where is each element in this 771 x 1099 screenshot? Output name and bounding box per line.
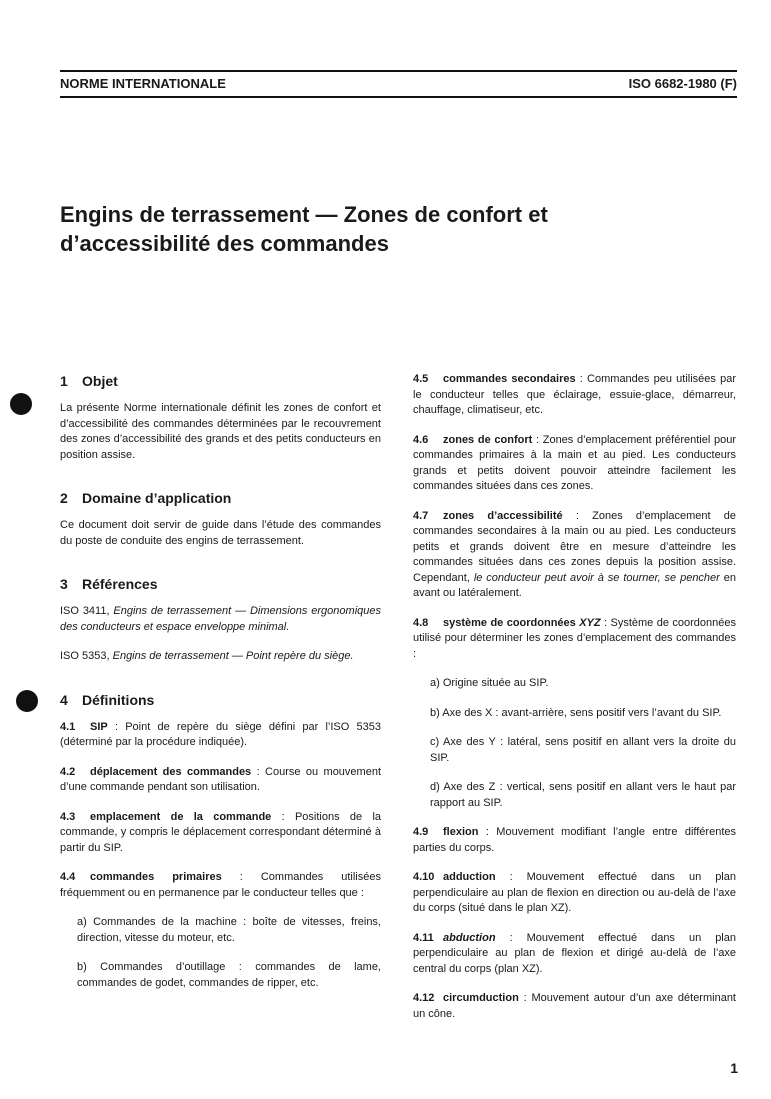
definition-4-8-item-c: c) Axe des Y : latéral, sens positif en allant vers la droite du SIP. [430, 736, 736, 764]
running-header [60, 70, 737, 98]
reference-iso-5353: ISO 5353, Engins de terrassement — Point repère du siège. [60, 650, 354, 662]
section-1-heading: 1 Objet [60, 373, 118, 389]
title-line-2: d’accessibilité des commandes [60, 231, 389, 256]
definition-4-4: 4.4 commandes primaires : Commandes utilisées fréquemment ou en permanence par le conducteur telles que : [60, 871, 381, 899]
page-number: 1 [730, 1060, 738, 1076]
definition-4-4-item-a: a) Commandes de la machine : boîte de vitesses, freins, direction, vitesse du moteur, etc. [77, 916, 381, 944]
reference-iso-3411: ISO 3411, Engins de terrassement — Dimensions ergonomiques des conducteurs et espace enveloppe minimal. [60, 605, 381, 633]
definition-4-8-item-b: b) Axe des X : avant-arrière, sens positif vers l’avant du SIP. [430, 706, 722, 719]
definition-4-8-item-a: a) Origine située au SIP. [430, 677, 549, 689]
section-2-heading: 2 Domaine d’application [60, 490, 232, 506]
section-4-heading: 4 Définitions [60, 691, 155, 708]
definition-4-9: 4.9 flexion : Mouvement modifiant l’angle entre différentes parties du corps. [413, 826, 736, 854]
header-standard-number: ISO 6682-1980 (F) [628, 76, 737, 91]
margin-bullet-mark [10, 393, 32, 415]
title-line-1: Engins de terrassement — Zones de confort et [60, 202, 548, 227]
document-title [60, 200, 700, 258]
section-1-text: La présente Norme internationale définit les zones de confort et d’accessibilité des commandes déterminées par le recouvrement des zones d’accessibilité des grands et des petits conducteurs en position assise. [60, 402, 381, 461]
definition-4-6: 4.6 zones de confort : Zones d’emplacement préférentiel pour commandes primaires à la main et au pied. Les conducteurs grands et petits doivent pouvoir atteindre facilement les commandes situées dans ces zones. [413, 433, 737, 492]
definition-4-3: 4.3 emplacement de la commande : Positions de la commande, y compris le déplacement correspondant déterminé à partir du SIP. [60, 810, 382, 854]
right-column [413, 372, 736, 1036]
definition-4-8-item-d: d) Axe des Z : vertical, sens positif en allant vers le haut par rapport au SIP. [430, 781, 736, 809]
definition-4-7: 4.7 zones d’accessibilité : Zones d’emplacement de commandes secondaires à la main ou au pied. Les conducteurs petits et grands doivent être en mesure d’atteindre les commandes situées dans ces zones depuis la position assise. Cependant, le conducteur peut avoir à se tourner, se pencher en avant ou latéralement. [413, 509, 737, 599]
definition-4-11: 4.11 abduction : Mouvement effectué dans un plan perpendiculaire au plan de flexion et dirigé au-delà de l’axe central du corps (plan XZ). [413, 931, 736, 975]
definition-4-5: 4.5 commandes secondaires : Commandes peu utilisées par le conducteur telles que éclairage, essuie-glace, démarreur, chauffage, climatiseur, etc. [413, 373, 736, 416]
definition-4-10: 4.10 adduction : Mouvement effectué dans un plan perpendiculaire au plan de flexion en direction ou au-delà de l’axe du corps (situé dans le plan XZ). [413, 871, 736, 914]
section-2-text: Ce document doit servir de guide dans l’étude des commandes du poste de conduite des engins de terrassement. [60, 519, 381, 547]
definition-4-4-item-b: b) Commandes d’outillage : commandes de lame, commandes de godet, commandes de ripper, etc. [77, 961, 381, 989]
definition-4-2: 4.2 déplacement des commandes : Course ou mouvement d’une commande pendant son utilisation. [60, 765, 382, 793]
definition-4-12: 4.12 circumduction : Mouvement autour d’un axe déterminant un cône. [413, 992, 736, 1020]
header-standard-type: NORME INTERNATIONALE [60, 76, 226, 91]
left-column [60, 372, 381, 1005]
definition-4-1: 4.1 SIP : Point de repère du siège défini par l’ISO 5353 (déterminé par la procédure indiquée). [60, 720, 382, 748]
definition-4-8: 4.8 système de coordonnées XYZ : Système de coordonnées utilisé pour déterminer les zones d’emplacement des commandes : [413, 616, 736, 660]
section-3-heading: 3 Références [60, 576, 158, 592]
margin-bullet-mark [16, 690, 38, 712]
